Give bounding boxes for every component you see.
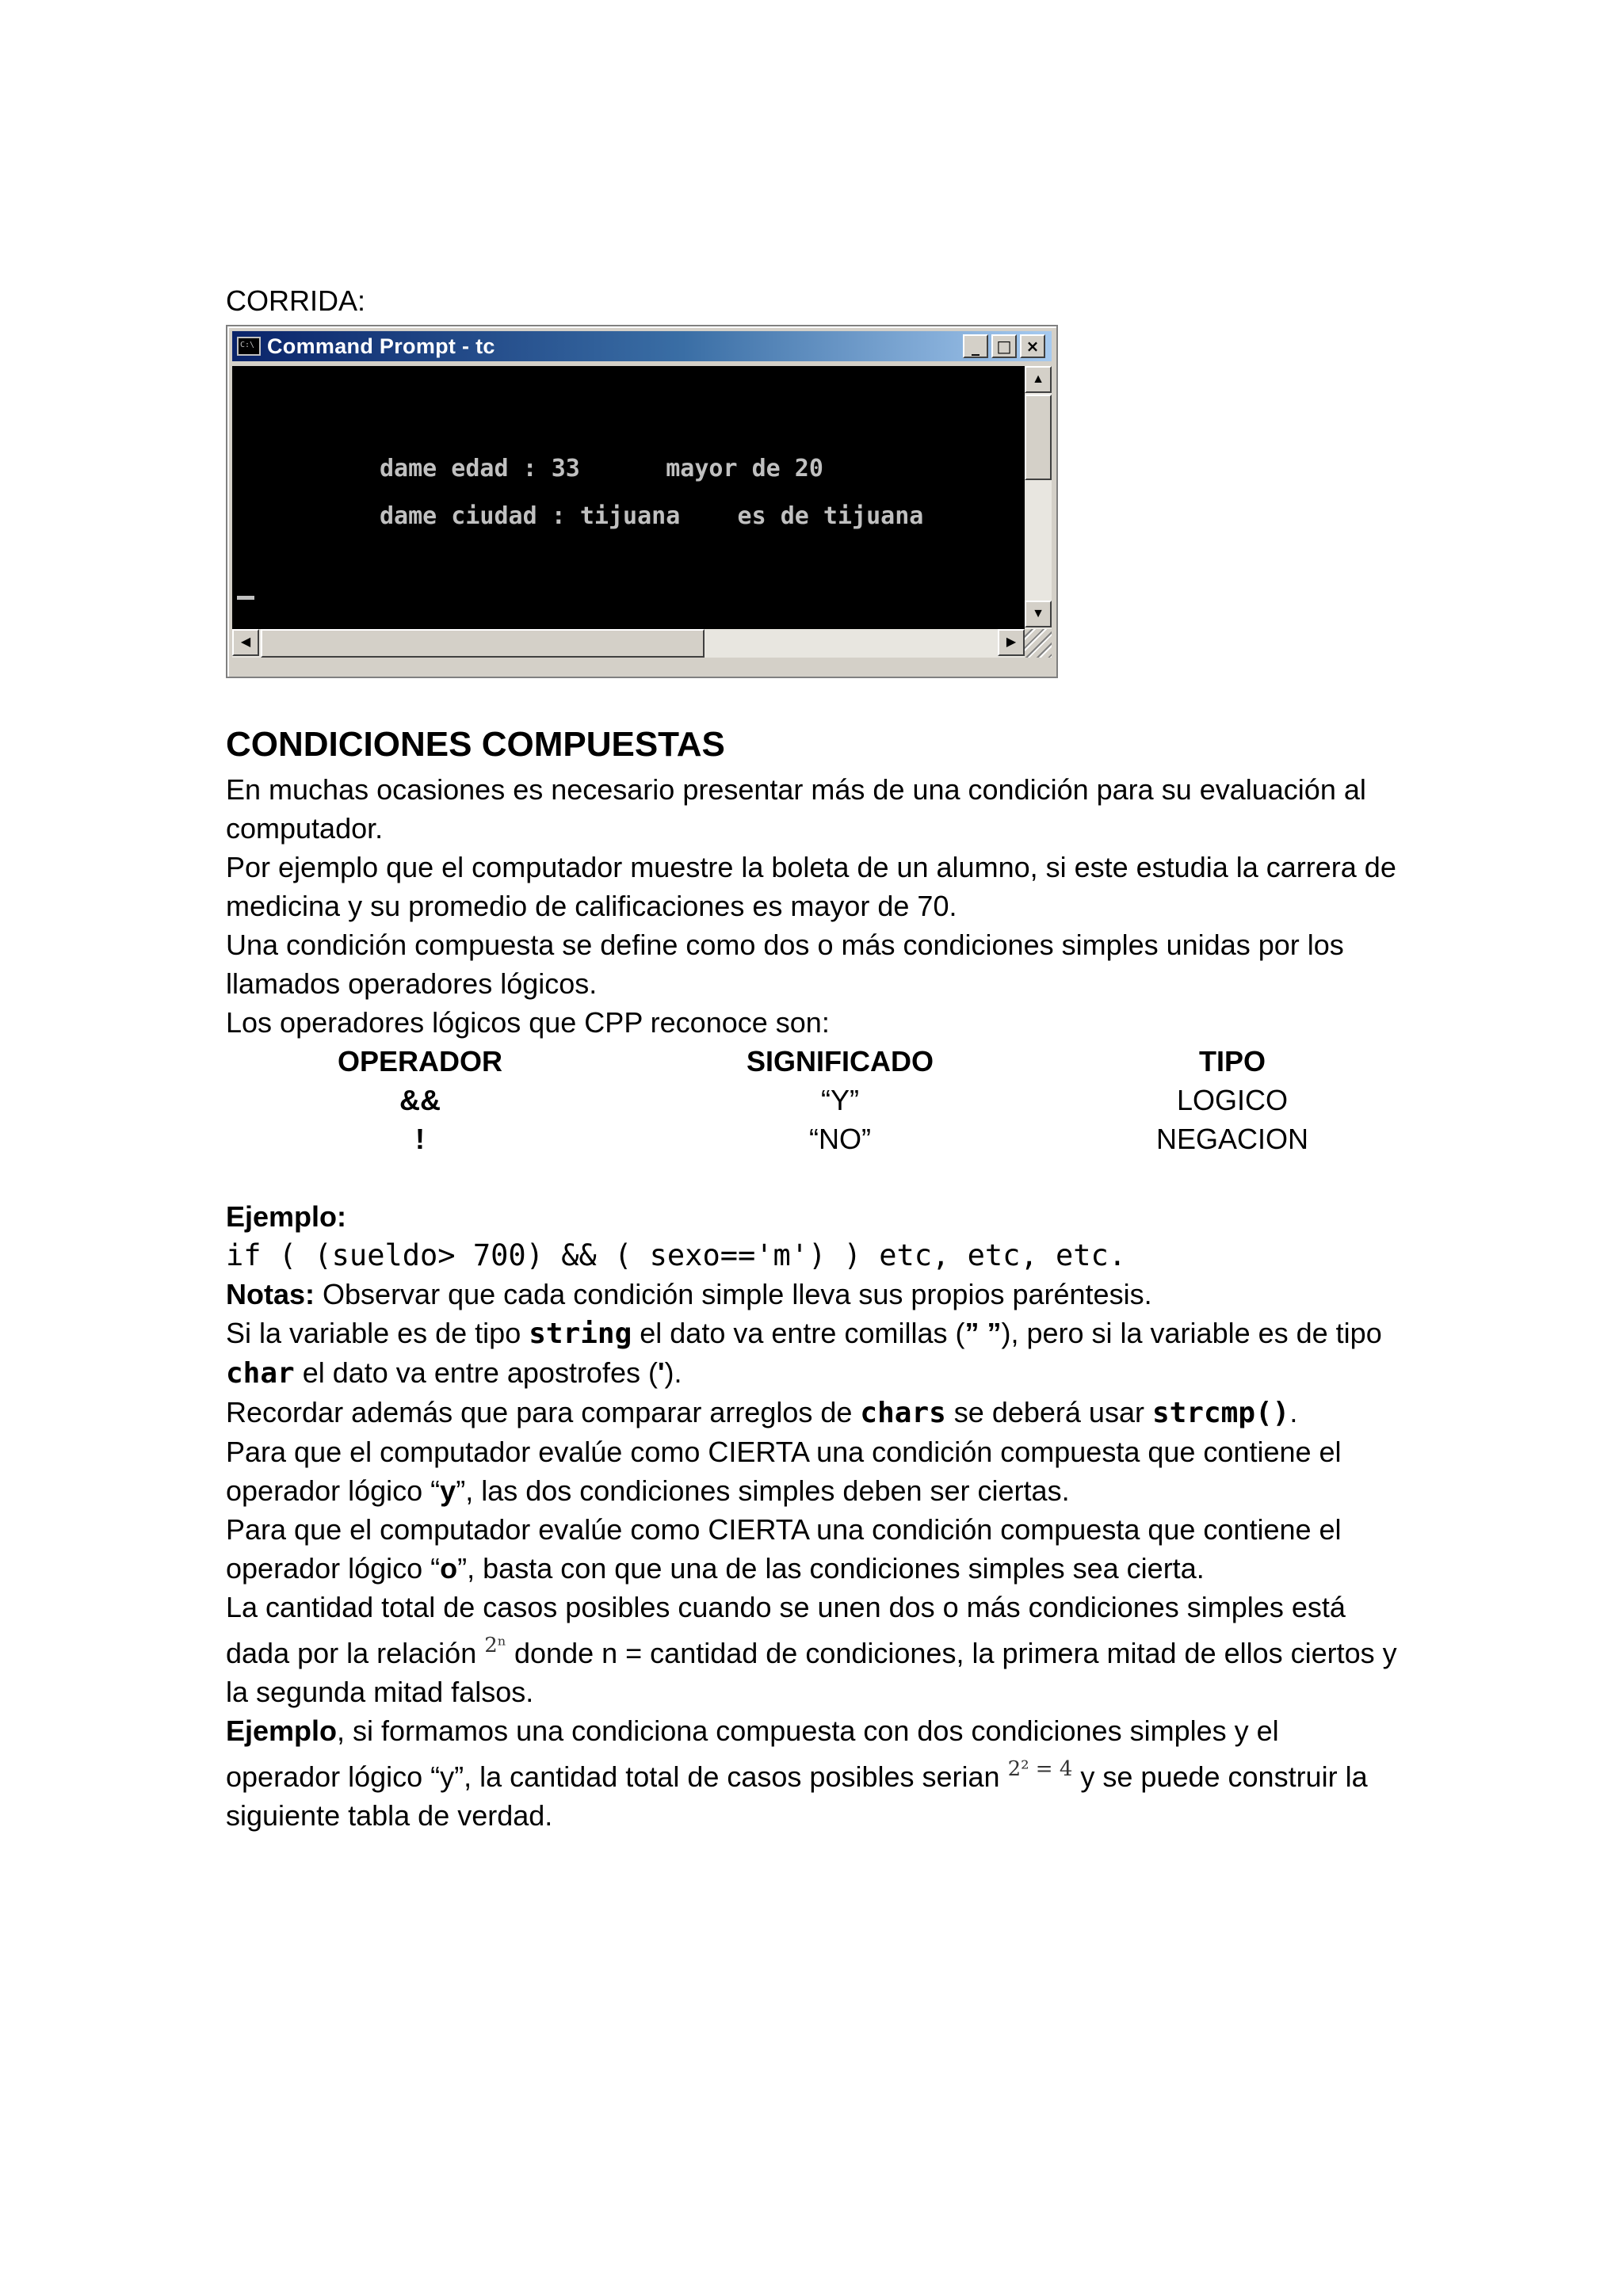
type-cell: LOGICO [1176, 1084, 1289, 1116]
header-operador: OPERADOR [337, 1045, 503, 1077]
console-line-ciudad: dame ciudad : tijuana es de tijuana [380, 502, 924, 530]
type-cell: NEGACION [1155, 1123, 1309, 1155]
formula-2-squared: 2² = 4 [1007, 1757, 1073, 1781]
text-run: Para que el computador evalúe como CIERTA una condición compuesta que contiene el operador lógico “ [226, 1513, 1342, 1585]
text-run: . [1289, 1396, 1298, 1428]
scroll-down-arrow-icon[interactable]: ▼ [1025, 601, 1052, 627]
console-app-icon: C:\ [237, 337, 261, 356]
operator-y: y [440, 1474, 456, 1507]
scroll-up-arrow-icon[interactable]: ▲ [1025, 366, 1052, 393]
minimize-button[interactable]: _ [963, 334, 988, 358]
intro-paragraph-1: En muchas ocasiones es necesario presentar más de una condición para su evaluación al computador. [226, 773, 1366, 845]
text-run: ), pero si la variable es de tipo [1001, 1317, 1382, 1349]
operator-o: o [440, 1552, 458, 1585]
text-run: el dato va entre apostrofes ( [294, 1356, 658, 1389]
operators-table-row [226, 1081, 1399, 1119]
keyword-chars: chars [860, 1397, 946, 1429]
header-tipo: TIPO [1198, 1045, 1266, 1077]
corrida-label: CORRIDA: [226, 284, 366, 317]
window-titlebar[interactable] [232, 331, 1052, 361]
intro-paragraph-4: Los operadores lógicos que CPP reconoce son: [226, 1006, 830, 1039]
close-button[interactable]: × [1020, 334, 1045, 358]
vertical-scrollbar[interactable] [1025, 366, 1052, 629]
and-operator-paragraph [226, 1432, 1399, 1510]
text-run: el dato va entre comillas ( [632, 1317, 965, 1349]
string-char-paragraph [226, 1314, 1399, 1393]
or-operator-paragraph [226, 1510, 1399, 1588]
notes-text: Observar que cada condición simple lleva sus propios paréntesis. [315, 1278, 1152, 1310]
text-run: se deberá usar [945, 1396, 1152, 1428]
horizontal-scroll-thumb[interactable] [261, 629, 705, 658]
command-prompt-window [226, 325, 1058, 678]
meaning-cell: “NO” [809, 1123, 871, 1155]
scroll-right-arrow-icon[interactable]: ▶ [998, 629, 1025, 656]
console-cursor [237, 596, 254, 600]
text-run: ”, las dos condiciones simples deben ser ciertas. [456, 1474, 1070, 1507]
text-run: y se puede construir la siguiente tabla de verdad. [226, 1760, 1368, 1832]
strcmp-paragraph [226, 1393, 1399, 1432]
intro-paragraph-2: Por ejemplo que el computador muestre la boleta de un alumno, si este estudia la carrera de medicina y su promedio de calificaciones es mayor de 70. [226, 851, 1396, 922]
text-run: Para que el computador evalúe como CIERTA una condición compuesta que contiene el operador lógico “ [226, 1436, 1342, 1507]
keyword-char: char [226, 1357, 295, 1390]
example-inline-label: Ejemplo [226, 1714, 338, 1747]
vertical-scroll-thumb[interactable] [1025, 395, 1052, 480]
text-run: , si formamos una condiciona compuesta con dos condiciones simples y el operador lógico “y”, la cantidad total de casos posibles serian [226, 1714, 1279, 1793]
keyword-string: string [529, 1318, 632, 1350]
formula-2-pow-n: 2ⁿ [484, 1634, 507, 1657]
operator-cell: && [399, 1084, 441, 1116]
example-code: if ( (sueldo> 700) && ( sexo=='m') ) etc, etc, etc. [226, 1238, 1127, 1272]
operators-table [226, 1042, 1399, 1158]
operator-cell: ! [415, 1123, 425, 1155]
window-title: Command Prompt - tc [267, 334, 495, 358]
text-run: ”, basta con que una de las condiciones simples sea cierta. [457, 1552, 1205, 1585]
total-cases-paragraph [226, 1588, 1399, 1711]
notes-paragraph [226, 1275, 1399, 1314]
meaning-cell: “Y” [821, 1084, 859, 1116]
apostrophe: ' [657, 1356, 665, 1389]
section-heading: CONDICIONES COMPUESTAS [226, 725, 725, 764]
document-page [226, 285, 1399, 1835]
scroll-left-arrow-icon[interactable]: ◀ [232, 629, 259, 656]
console-line-edad: dame edad : 33 mayor de 20 [380, 455, 823, 482]
text-run: Recordar además que para comparar arreglos de [226, 1396, 861, 1428]
text-run: ). [664, 1356, 682, 1389]
example-label: Ejemplo: [226, 1200, 347, 1233]
operators-table-header [226, 1042, 1399, 1081]
text-run: La cantidad total de casos posibles cuando se unen dos o más condiciones simples está dada por la relación [226, 1591, 1346, 1669]
keyword-strcmp: strcmp() [1151, 1397, 1290, 1429]
text-run: donde n = cantidad de condiciones, la primera mitad de ellos ciertos y la segunda mitad falsos. [226, 1637, 1397, 1708]
notes-label: Notas: [226, 1278, 315, 1310]
intro-paragraph-3: Una condición compuesta se define como dos o más condiciones simples unidas por los llamados operadores lógicos. [226, 929, 1344, 1000]
double-quotes: ” ” [964, 1317, 1002, 1349]
horizontal-scrollbar[interactable] [232, 629, 1025, 658]
text-run: Si la variable es de tipo [226, 1317, 529, 1349]
console-output[interactable] [232, 366, 1025, 629]
example-cases-paragraph [226, 1711, 1399, 1835]
resize-grip-icon[interactable] [1025, 629, 1052, 658]
operators-table-row [226, 1119, 1399, 1158]
header-significado: SIGNIFICADO [746, 1045, 934, 1077]
maximize-button[interactable]: □ [991, 334, 1017, 358]
